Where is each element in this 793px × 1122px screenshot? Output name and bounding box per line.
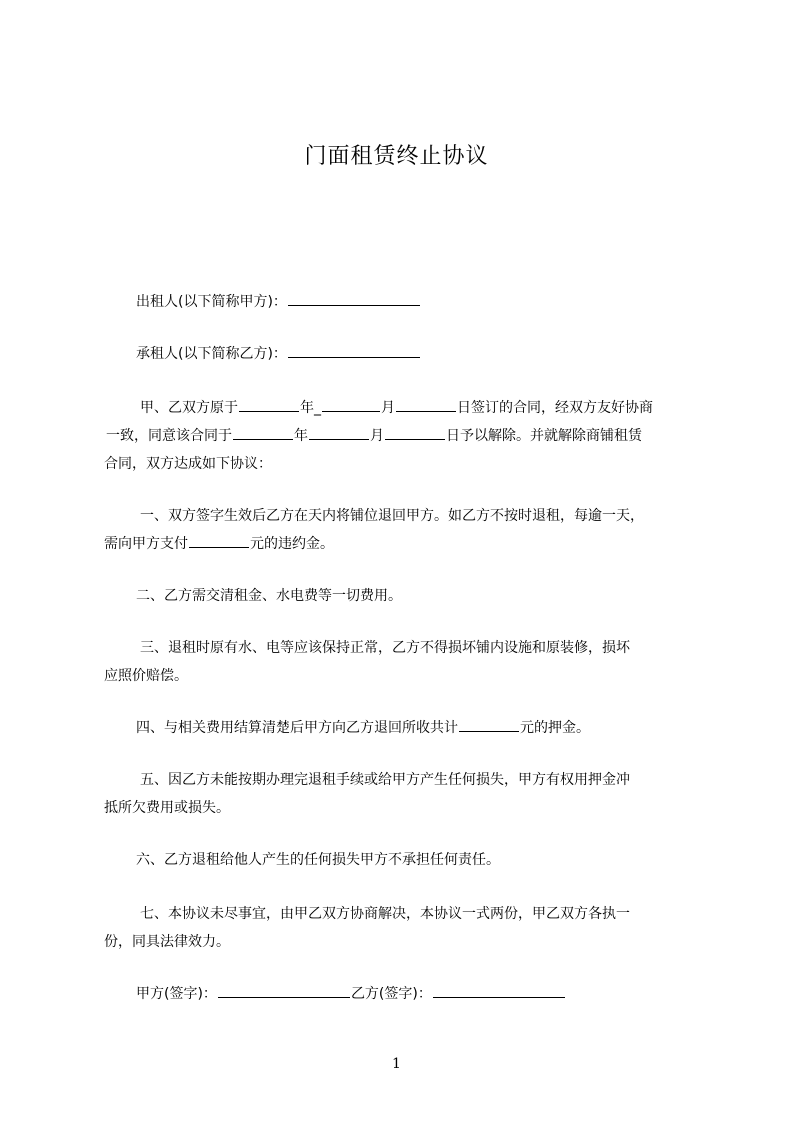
date-blank	[233, 425, 293, 440]
intro-text: _	[314, 400, 321, 416]
clause-text: 元的押金。	[520, 720, 590, 736]
clause-2: 二、乙方需交清租金、水电费等一切费用。	[136, 588, 402, 604]
clause-1-line-1: 一、双方签字生效后乙方在天内将铺位退回甲方。如乙方不按时退租，每逾一天，	[140, 508, 644, 524]
party-a-signature-label: 甲方(签字)：	[136, 986, 217, 1002]
intro-line-2	[106, 422, 706, 450]
intro-text: 年	[300, 400, 314, 416]
intro-line-1	[140, 394, 740, 422]
party-b-signature-label: 乙方(签字)：	[350, 986, 432, 1002]
clause-3-line-1: 三、退租时原有水、电等应该保持正常，乙方不得损坏铺内设施和原装修，损坏	[140, 640, 630, 656]
deposit-blank	[459, 717, 519, 732]
intro-line-3: 合同，双方达成如下协议：	[104, 456, 272, 472]
party-b-signature-blank	[433, 983, 565, 998]
date-blank	[385, 425, 445, 440]
page-number: 1	[392, 1056, 401, 1072]
date-blank	[309, 425, 369, 440]
party-a-signature-blank	[218, 983, 350, 998]
document-title: 门面租赁终止协议	[304, 144, 489, 169]
clause-6: 六、乙方退租给他人产生的任何损失甲方不承担任何责任。	[136, 852, 500, 868]
intro-text: 年	[294, 428, 308, 444]
lessee-blank	[288, 343, 420, 358]
date-blank	[396, 397, 456, 412]
intro-text: 月	[381, 400, 395, 416]
intro-text: 日予以解除。并就解除商铺租赁	[446, 428, 642, 444]
clause-3-line-2: 应照价赔偿。	[104, 668, 188, 684]
clause-5-line-2: 抵所欠费用或损失。	[104, 800, 230, 816]
lessee-line	[136, 340, 736, 368]
date-blank	[322, 397, 380, 412]
clause-7-line-1: 七、本协议未尽事宜，由甲乙双方协商解决，本协议一式两份，甲乙双方各执一	[140, 906, 630, 922]
signature-line	[136, 980, 736, 1008]
clause-7-line-2: 份，同具法律效力。	[104, 934, 230, 950]
intro-text: 一致，同意该合同于	[106, 428, 232, 444]
intro-text: 日签订的合同，经双方友好协商	[457, 400, 653, 416]
clause-text: 需向甲方支付	[104, 536, 188, 552]
clause-5-line-1: 五、因乙方未能按期办理完退租手续或给甲方产生任何损失，甲方有权用押金冲	[140, 772, 630, 788]
clause-1-line-2	[104, 530, 704, 558]
lessee-label: 承租人(以下简称乙方)：	[136, 346, 287, 362]
penalty-blank	[189, 533, 249, 548]
lessor-line	[136, 288, 736, 316]
clause-text: 四、与相关费用结算清楚后甲方向乙方退回所收共计	[136, 720, 458, 736]
intro-text: 月	[370, 428, 384, 444]
clause-text: 元的违约金。	[250, 536, 334, 552]
lessor-label: 出租人(以下简称甲方)：	[136, 294, 287, 310]
date-blank	[239, 397, 299, 412]
intro-text: 甲、乙双方原于	[140, 400, 238, 416]
lessor-blank	[288, 291, 420, 306]
clause-4	[136, 714, 736, 742]
